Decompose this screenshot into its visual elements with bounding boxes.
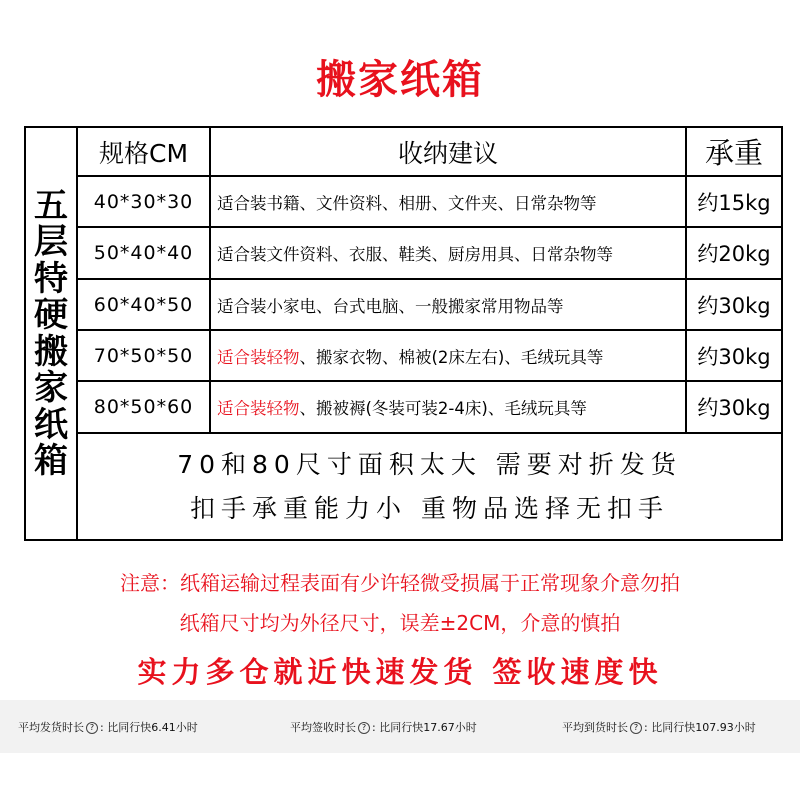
suggestion-text: 、搬被褥(冬装可装2-4床)、毛绒玩具等 (299, 399, 587, 418)
table-row (25, 176, 782, 227)
suggestion-cell (210, 227, 686, 279)
stat-label: 平均发货时长 (18, 721, 84, 734)
side-char: 五 (34, 185, 68, 226)
suggestion-text: 适合装书籍、文件资料、相册、文件夹、日常杂物等 (217, 193, 597, 213)
suggestion-cell (210, 330, 686, 381)
spec-value: 40*30*30 (77, 176, 210, 227)
side-char: 搬 (34, 331, 68, 372)
suggestion-cell (210, 279, 686, 330)
notice-size: 纸箱尺寸均为外径尺寸，误差±2CM，介意的慎拍 (179, 611, 621, 635)
stat-value: : 比同行快6.41小时 (100, 721, 198, 734)
table-row (25, 330, 782, 381)
weight-value: 约30kg (686, 381, 782, 433)
stat-label: 平均到货时长 (562, 721, 628, 734)
spec-value: 70*50*50 (77, 330, 210, 381)
stat-value: : 比同行快107.93小时 (644, 721, 756, 734)
help-icon[interactable]: ? (86, 722, 98, 734)
table-row (25, 227, 782, 279)
help-icon[interactable]: ? (630, 722, 642, 734)
side-char: 纸 (34, 404, 68, 445)
header-spec: 规格CM (77, 127, 210, 176)
side-char: 特 (34, 258, 68, 299)
stat-arrival-time (562, 719, 756, 735)
table-note-row (25, 433, 782, 540)
header-suggestion: 收纳建议 (210, 127, 686, 176)
header-weight: 承重 (686, 127, 782, 176)
suggestion-text: 适合装文件资料、衣服、鞋类、厨房用具、日常杂物等 (217, 245, 613, 264)
table-row (25, 381, 782, 433)
side-char: 家 (34, 368, 68, 408)
suggestion-text: 适合装小家电、台式电脑、一般搬家常用物品等 (217, 296, 564, 316)
table-header-row (25, 127, 782, 176)
spec-value: 50*40*40 (77, 227, 210, 279)
spec-table (24, 126, 783, 541)
page-title: 搬家纸箱 (316, 57, 484, 103)
stats-bar (0, 700, 800, 753)
spec-value: 80*50*60 (77, 381, 210, 433)
weight-value: 约30kg (686, 330, 782, 381)
stat-value: : 比同行快17.67小时 (372, 721, 477, 734)
weight-value: 约15kg (686, 176, 782, 227)
notice-shipping: 实力多仓就近快速发货 签收速度快 (137, 655, 663, 689)
suggestion-cell (210, 176, 686, 227)
side-label (25, 127, 77, 540)
notice-damage: 注意：纸箱运输过程表面有少许轻微受损属于正常现象介意勿拍 (120, 571, 680, 595)
suggestion-highlight: 适合装轻物 (217, 347, 300, 367)
suggestion-highlight: 适合装轻物 (217, 399, 300, 418)
stat-ship-time (18, 719, 198, 735)
table-note (77, 433, 782, 540)
side-char: 箱 (34, 441, 68, 481)
stat-sign-time (290, 719, 477, 735)
note-line-2: 扣手承重能力小 重物品选择无扣手 (190, 493, 669, 523)
help-icon[interactable]: ? (358, 722, 370, 734)
table-row (25, 279, 782, 330)
side-char: 硬 (34, 295, 68, 335)
suggestion-cell (210, 381, 686, 433)
weight-value: 约30kg (686, 279, 782, 330)
stat-label: 平均签收时长 (290, 721, 356, 734)
suggestion-text: 、搬家衣物、棉被(2床左右)、毛绒玩具等 (299, 347, 604, 367)
side-char: 层 (34, 222, 68, 262)
weight-value: 约20kg (686, 227, 782, 279)
spec-value: 60*40*50 (77, 279, 210, 330)
note-line-1: 70和80尺寸面积太大 需要对折发货 (177, 449, 682, 479)
